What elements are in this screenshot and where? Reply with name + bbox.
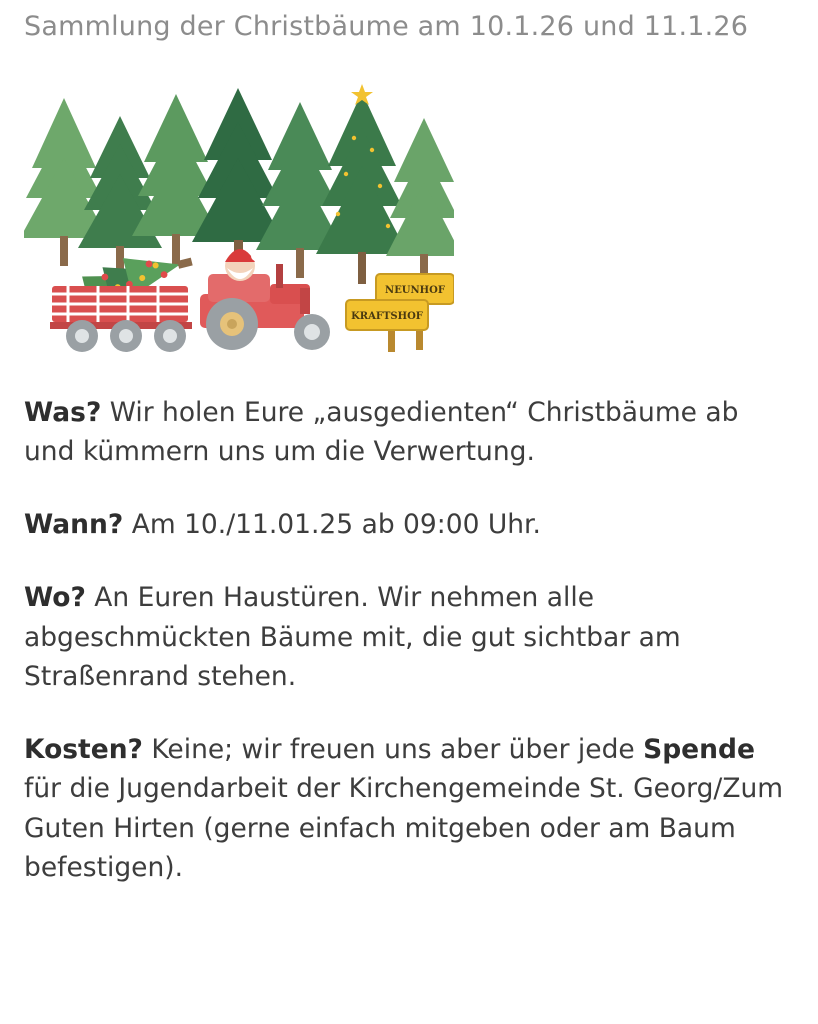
section-label-wo: Wo? <box>24 582 86 614</box>
section-text-wo: An Euren Haustüren. Wir nehmen alle abgeschmückten Bäume mit, die gut sichtbar am Straßenrand stehen. <box>24 582 681 692</box>
section-text-kosten-after: für die Jugendarbeit der Kirchengemeinde St. Georg/Zum Guten Hirten (gerne einfach mitgeben oder am Baum befestigen). <box>24 773 784 883</box>
section-was <box>24 393 794 471</box>
christmas-tree-tractor-illustration <box>24 78 454 353</box>
section-kosten <box>24 730 794 887</box>
illustration-graphic <box>24 78 454 353</box>
section-label-wann: Wann? <box>24 509 124 541</box>
page-title: Sammlung der Christbäume am 10.1.26 und 11.1.26 <box>24 11 749 42</box>
section-text-kosten-before: Keine; wir freuen uns aber über jede <box>142 734 644 766</box>
section-wann <box>24 505 794 544</box>
sign-label-neunhof: NEUNHOF <box>385 284 445 296</box>
section-text-was: Wir holen Eure „ausgedienten“ Christbäume ab und kümmern uns um die Verwertung. <box>24 396 739 467</box>
section-label-was: Was? <box>24 396 102 428</box>
section-text-wann: Am 10./11.01.25 ab 09:00 Uhr. <box>123 509 541 541</box>
section-label-kosten: Kosten? <box>24 734 143 766</box>
section-wo <box>24 578 794 696</box>
sign-label-kraftshof: KRAFTSHOF <box>351 310 423 322</box>
section-text-kosten-emphasis: Spende <box>643 734 755 766</box>
